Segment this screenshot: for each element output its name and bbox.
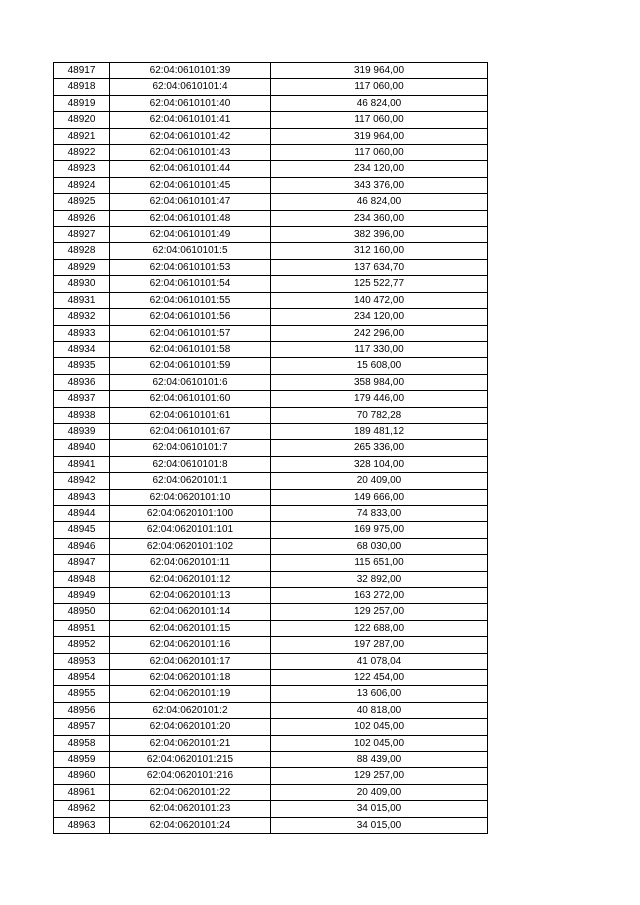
table-row (54, 341, 488, 357)
row-id-cell: 48934 (54, 341, 110, 357)
cadastral-number-cell: 62:04:0620101:1 (110, 473, 271, 489)
row-id-cell: 48920 (54, 112, 110, 128)
table-row (54, 407, 488, 423)
row-id-cell: 48945 (54, 522, 110, 538)
row-id-cell: 48942 (54, 473, 110, 489)
row-id-cell: 48925 (54, 194, 110, 210)
row-id-cell: 48941 (54, 456, 110, 472)
cadastral-number-cell: 62:04:0620101:15 (110, 620, 271, 636)
row-id-cell: 48953 (54, 653, 110, 669)
row-id-cell: 48956 (54, 702, 110, 718)
row-id-cell: 48935 (54, 358, 110, 374)
cadastral-number-cell: 62:04:0610101:44 (110, 161, 271, 177)
value-cell: 140 472,00 (271, 292, 488, 308)
row-id-cell: 48961 (54, 784, 110, 800)
row-id-cell: 48937 (54, 391, 110, 407)
value-cell: 234 120,00 (271, 161, 488, 177)
value-cell: 179 446,00 (271, 391, 488, 407)
table-row (54, 210, 488, 226)
value-cell: 137 634,70 (271, 259, 488, 275)
row-id-cell: 48962 (54, 801, 110, 817)
table-row (54, 292, 488, 308)
value-cell: 40 818,00 (271, 702, 488, 718)
table-row (54, 489, 488, 505)
cadastral-number-cell: 62:04:0620101:13 (110, 588, 271, 604)
table-row (54, 391, 488, 407)
table-row (54, 784, 488, 800)
table-row (54, 735, 488, 751)
cadastral-number-cell: 62:04:0620101:22 (110, 784, 271, 800)
row-id-cell: 48949 (54, 588, 110, 604)
row-id-cell: 48927 (54, 227, 110, 243)
row-id-cell: 48948 (54, 571, 110, 587)
value-cell: 343 376,00 (271, 177, 488, 193)
cadastral-number-cell: 62:04:0620101:16 (110, 637, 271, 653)
row-id-cell: 48917 (54, 63, 110, 79)
row-id-cell: 48952 (54, 637, 110, 653)
cadastral-number-cell: 62:04:0610101:56 (110, 309, 271, 325)
table-row (54, 653, 488, 669)
value-cell: 70 782,28 (271, 407, 488, 423)
row-id-cell: 48963 (54, 817, 110, 833)
value-cell: 88 439,00 (271, 752, 488, 768)
table-row (54, 588, 488, 604)
value-cell: 74 833,00 (271, 505, 488, 521)
row-id-cell: 48933 (54, 325, 110, 341)
row-id-cell: 48947 (54, 555, 110, 571)
table-row (54, 227, 488, 243)
value-cell: 13 606,00 (271, 686, 488, 702)
table-row (54, 325, 488, 341)
table-row (54, 161, 488, 177)
cadastral-number-cell: 62:04:0610101:5 (110, 243, 271, 259)
value-cell: 149 666,00 (271, 489, 488, 505)
cadastral-number-cell: 62:04:0610101:41 (110, 112, 271, 128)
value-cell: 122 688,00 (271, 620, 488, 636)
table-row (54, 177, 488, 193)
value-cell: 382 396,00 (271, 227, 488, 243)
table-row (54, 194, 488, 210)
cadastral-number-cell: 62:04:0610101:60 (110, 391, 271, 407)
cadastral-number-cell: 62:04:0610101:6 (110, 374, 271, 390)
row-id-cell: 48922 (54, 145, 110, 161)
value-cell: 102 045,00 (271, 735, 488, 751)
cadastral-number-cell: 62:04:0620101:17 (110, 653, 271, 669)
value-cell: 163 272,00 (271, 588, 488, 604)
data-table (53, 62, 488, 834)
row-id-cell: 48959 (54, 752, 110, 768)
value-cell: 117 060,00 (271, 79, 488, 95)
row-id-cell: 48930 (54, 276, 110, 292)
cadastral-number-cell: 62:04:0620101:10 (110, 489, 271, 505)
cadastral-number-cell: 62:04:0610101:40 (110, 95, 271, 111)
cadastral-number-cell: 62:04:0620101:215 (110, 752, 271, 768)
cadastral-number-cell: 62:04:0610101:42 (110, 128, 271, 144)
table-row (54, 604, 488, 620)
value-cell: 20 409,00 (271, 473, 488, 489)
value-cell: 358 984,00 (271, 374, 488, 390)
cadastral-number-cell: 62:04:0610101:39 (110, 63, 271, 79)
cadastral-number-cell: 62:04:0620101:23 (110, 801, 271, 817)
cadastral-number-cell: 62:04:0620101:12 (110, 571, 271, 587)
value-cell: 102 045,00 (271, 719, 488, 735)
row-id-cell: 48929 (54, 259, 110, 275)
table-row (54, 505, 488, 521)
cadastral-number-cell: 62:04:0610101:54 (110, 276, 271, 292)
table-row (54, 259, 488, 275)
value-cell: 115 651,00 (271, 555, 488, 571)
value-cell: 20 409,00 (271, 784, 488, 800)
value-cell: 129 257,00 (271, 604, 488, 620)
cadastral-number-cell: 62:04:0620101:20 (110, 719, 271, 735)
value-cell: 189 481,12 (271, 423, 488, 439)
table-row (54, 719, 488, 735)
cadastral-number-cell: 62:04:0610101:43 (110, 145, 271, 161)
table-row (54, 801, 488, 817)
table-row (54, 620, 488, 636)
value-cell: 129 257,00 (271, 768, 488, 784)
row-id-cell: 48951 (54, 620, 110, 636)
cadastral-number-cell: 62:04:0610101:55 (110, 292, 271, 308)
value-cell: 117 060,00 (271, 112, 488, 128)
cadastral-number-cell: 62:04:0610101:49 (110, 227, 271, 243)
value-cell: 234 360,00 (271, 210, 488, 226)
cadastral-number-cell: 62:04:0620101:100 (110, 505, 271, 521)
value-cell: 197 287,00 (271, 637, 488, 653)
cadastral-number-cell: 62:04:0620101:101 (110, 522, 271, 538)
table-row (54, 670, 488, 686)
cadastral-number-cell: 62:04:0620101:14 (110, 604, 271, 620)
table-row (54, 309, 488, 325)
cadastral-number-cell: 62:04:0610101:59 (110, 358, 271, 374)
cadastral-number-cell: 62:04:0620101:21 (110, 735, 271, 751)
table-row (54, 637, 488, 653)
row-id-cell: 48960 (54, 768, 110, 784)
table-row (54, 79, 488, 95)
value-cell: 242 296,00 (271, 325, 488, 341)
row-id-cell: 48924 (54, 177, 110, 193)
table-row (54, 702, 488, 718)
value-cell: 46 824,00 (271, 95, 488, 111)
value-cell: 34 015,00 (271, 817, 488, 833)
table-row (54, 768, 488, 784)
value-cell: 319 964,00 (271, 63, 488, 79)
cadastral-number-cell: 62:04:0610101:58 (110, 341, 271, 357)
row-id-cell: 48923 (54, 161, 110, 177)
value-cell: 125 522,77 (271, 276, 488, 292)
value-cell: 41 078,04 (271, 653, 488, 669)
cadastral-number-cell: 62:04:0610101:57 (110, 325, 271, 341)
value-cell: 234 120,00 (271, 309, 488, 325)
value-cell: 312 160,00 (271, 243, 488, 259)
cadastral-number-cell: 62:04:0610101:8 (110, 456, 271, 472)
row-id-cell: 48955 (54, 686, 110, 702)
cadastral-number-cell: 62:04:0610101:61 (110, 407, 271, 423)
value-cell: 328 104,00 (271, 456, 488, 472)
cadastral-number-cell: 62:04:0620101:24 (110, 817, 271, 833)
cadastral-number-cell: 62:04:0610101:48 (110, 210, 271, 226)
cadastral-number-cell: 62:04:0620101:2 (110, 702, 271, 718)
row-id-cell: 48940 (54, 440, 110, 456)
value-cell: 319 964,00 (271, 128, 488, 144)
cadastral-number-cell: 62:04:0620101:216 (110, 768, 271, 784)
row-id-cell: 48938 (54, 407, 110, 423)
value-cell: 117 330,00 (271, 341, 488, 357)
row-id-cell: 48921 (54, 128, 110, 144)
table-row (54, 686, 488, 702)
row-id-cell: 48931 (54, 292, 110, 308)
value-cell: 169 975,00 (271, 522, 488, 538)
cadastral-number-cell: 62:04:0620101:18 (110, 670, 271, 686)
row-id-cell: 48954 (54, 670, 110, 686)
cadastral-number-cell: 62:04:0610101:4 (110, 79, 271, 95)
value-cell: 68 030,00 (271, 538, 488, 554)
table-row (54, 374, 488, 390)
row-id-cell: 48944 (54, 505, 110, 521)
cadastral-number-cell: 62:04:0610101:45 (110, 177, 271, 193)
table-row (54, 752, 488, 768)
value-cell: 32 892,00 (271, 571, 488, 587)
row-id-cell: 48936 (54, 374, 110, 390)
cadastral-number-cell: 62:04:0620101:102 (110, 538, 271, 554)
table-row (54, 112, 488, 128)
table-row (54, 358, 488, 374)
value-cell: 15 608,00 (271, 358, 488, 374)
table-row (54, 473, 488, 489)
table-row (54, 555, 488, 571)
table-row (54, 456, 488, 472)
cadastral-number-cell: 62:04:0610101:7 (110, 440, 271, 456)
value-cell: 46 824,00 (271, 194, 488, 210)
table-row (54, 522, 488, 538)
value-cell: 265 336,00 (271, 440, 488, 456)
value-cell: 117 060,00 (271, 145, 488, 161)
cadastral-number-cell: 62:04:0610101:47 (110, 194, 271, 210)
row-id-cell: 48919 (54, 95, 110, 111)
cadastral-number-cell: 62:04:0610101:67 (110, 423, 271, 439)
table-row (54, 440, 488, 456)
table-row (54, 423, 488, 439)
table-row (54, 63, 488, 79)
value-cell: 34 015,00 (271, 801, 488, 817)
row-id-cell: 48943 (54, 489, 110, 505)
table-row (54, 145, 488, 161)
row-id-cell: 48957 (54, 719, 110, 735)
row-id-cell: 48918 (54, 79, 110, 95)
cadastral-number-cell: 62:04:0620101:11 (110, 555, 271, 571)
row-id-cell: 48932 (54, 309, 110, 325)
table-row (54, 817, 488, 833)
table-row (54, 128, 488, 144)
table-row (54, 538, 488, 554)
table-body (54, 63, 488, 834)
table-row (54, 276, 488, 292)
cadastral-number-cell: 62:04:0620101:19 (110, 686, 271, 702)
value-cell: 122 454,00 (271, 670, 488, 686)
row-id-cell: 48946 (54, 538, 110, 554)
row-id-cell: 48928 (54, 243, 110, 259)
row-id-cell: 48926 (54, 210, 110, 226)
row-id-cell: 48950 (54, 604, 110, 620)
table-row (54, 571, 488, 587)
row-id-cell: 48958 (54, 735, 110, 751)
table-row (54, 243, 488, 259)
table-row (54, 95, 488, 111)
cadastral-number-cell: 62:04:0610101:53 (110, 259, 271, 275)
row-id-cell: 48939 (54, 423, 110, 439)
